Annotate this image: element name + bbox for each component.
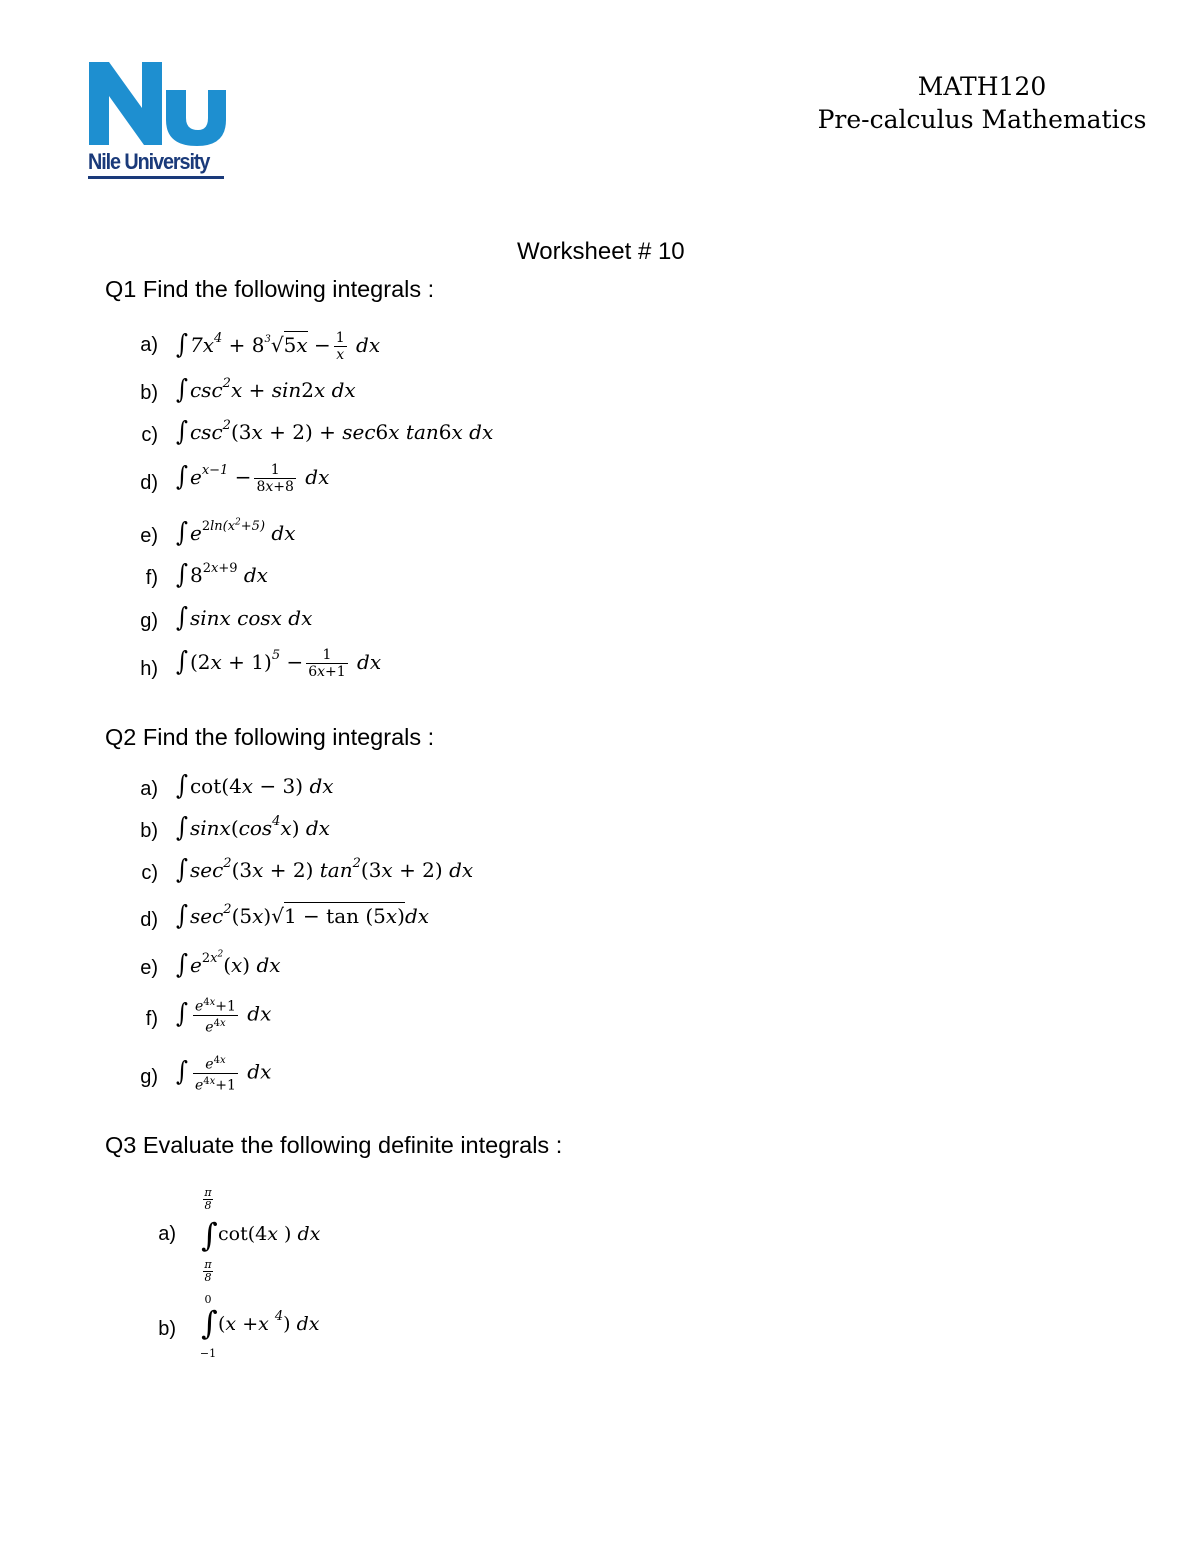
logo-underline	[88, 176, 224, 179]
q2-label-d: d)	[140, 909, 158, 931]
q1-b-expression: ∫ $\csc^2x + \sin 2x$ dx	[176, 374, 356, 405]
q2-label-e: e)	[140, 957, 158, 979]
q2-label-a: a)	[140, 778, 158, 800]
q1-label-e: e)	[140, 525, 158, 547]
q2-label-g: g)	[140, 1066, 158, 1088]
q1-c-expression: ∫ $\csc^2(3x + 2) + \sec 6x$ tan6x dx	[176, 416, 494, 447]
q1-heading: Q1 Find the following integrals :	[105, 276, 435, 302]
q1-label-g: g)	[140, 610, 158, 632]
q1-label-f: f)	[145, 567, 158, 589]
nu-logo-icon	[86, 60, 228, 150]
course-code: MATH120	[917, 72, 1047, 101]
q3-heading: Q3 Evaluate the following definite integrals :	[105, 1132, 563, 1158]
q2-label-b: b)	[140, 820, 158, 842]
logo-wordmark: Nile University	[88, 149, 210, 174]
q1-label-c: c)	[141, 424, 158, 446]
q3-a-expression: π 8 ∫ π 8 cot(4x ) dx	[201, 1186, 321, 1284]
course-name: Pre-calculus Mathematics	[817, 105, 1147, 134]
q2-a-expression: ∫ cot(4x − 3) dx	[176, 770, 334, 801]
q1-label-d: d)	[140, 472, 158, 494]
q2-d-expression: ∫ $\sec^2(5x)√1 - \tan (5x)dx$	[176, 900, 430, 931]
q2-label-c: c)	[141, 862, 158, 884]
q2-g-expression: ∫ $\frac{e^{4x}}{e^{4x}+1}$ dx	[176, 1055, 272, 1094]
q2-heading: Q2 Find the following integrals :	[105, 724, 435, 750]
q2-label-f: f)	[145, 1008, 158, 1030]
q3-label-b: b)	[158, 1318, 176, 1340]
q1-e-expression: ∫ $e^{2ln(x^2+5)}$ dx	[176, 517, 296, 548]
q1-a-expression: ∫ $7x^4 + 8^3√5x$ − $\frac{1}{x}$ dx	[176, 329, 381, 363]
q1-label-h: h)	[140, 658, 158, 680]
q1-label-a: a)	[140, 334, 158, 356]
worksheet-title: Worksheet # 10	[517, 238, 685, 265]
q1-f-expression: ∫ $8^{2x+9}$ dx	[176, 559, 268, 590]
q2-f-expression: ∫ $\frac{e^{4x}+1}{e^{4x}}$ dx	[176, 997, 272, 1036]
q1-d-expression: ∫ $e^{x-1}$ − $\frac{1}{8x+8}$ dx	[176, 461, 330, 495]
q1-g-expression: ∫ sinx cosx dx	[176, 602, 313, 633]
university-logo	[86, 60, 228, 186]
q2-e-expression: ∫ $e^{2x^2}(x)$ dx	[176, 949, 281, 980]
q2-c-expression: ∫ $\sec^2(3x + 2) \tan^2(3x + 2)$ dx	[176, 854, 474, 885]
q3-b-expression: 0 ∫ −1 (x +x $^4$) dx	[199, 1293, 320, 1360]
q3-label-a: a)	[158, 1223, 176, 1245]
q2-b-expression: ∫ $\sin x(\cos^4x)$ dx	[176, 812, 330, 843]
q1-h-expression: ∫ $(2x + 1)^5$ − $\frac{1}{6x+1}$ dx	[176, 646, 382, 680]
q1-label-b: b)	[140, 382, 158, 404]
